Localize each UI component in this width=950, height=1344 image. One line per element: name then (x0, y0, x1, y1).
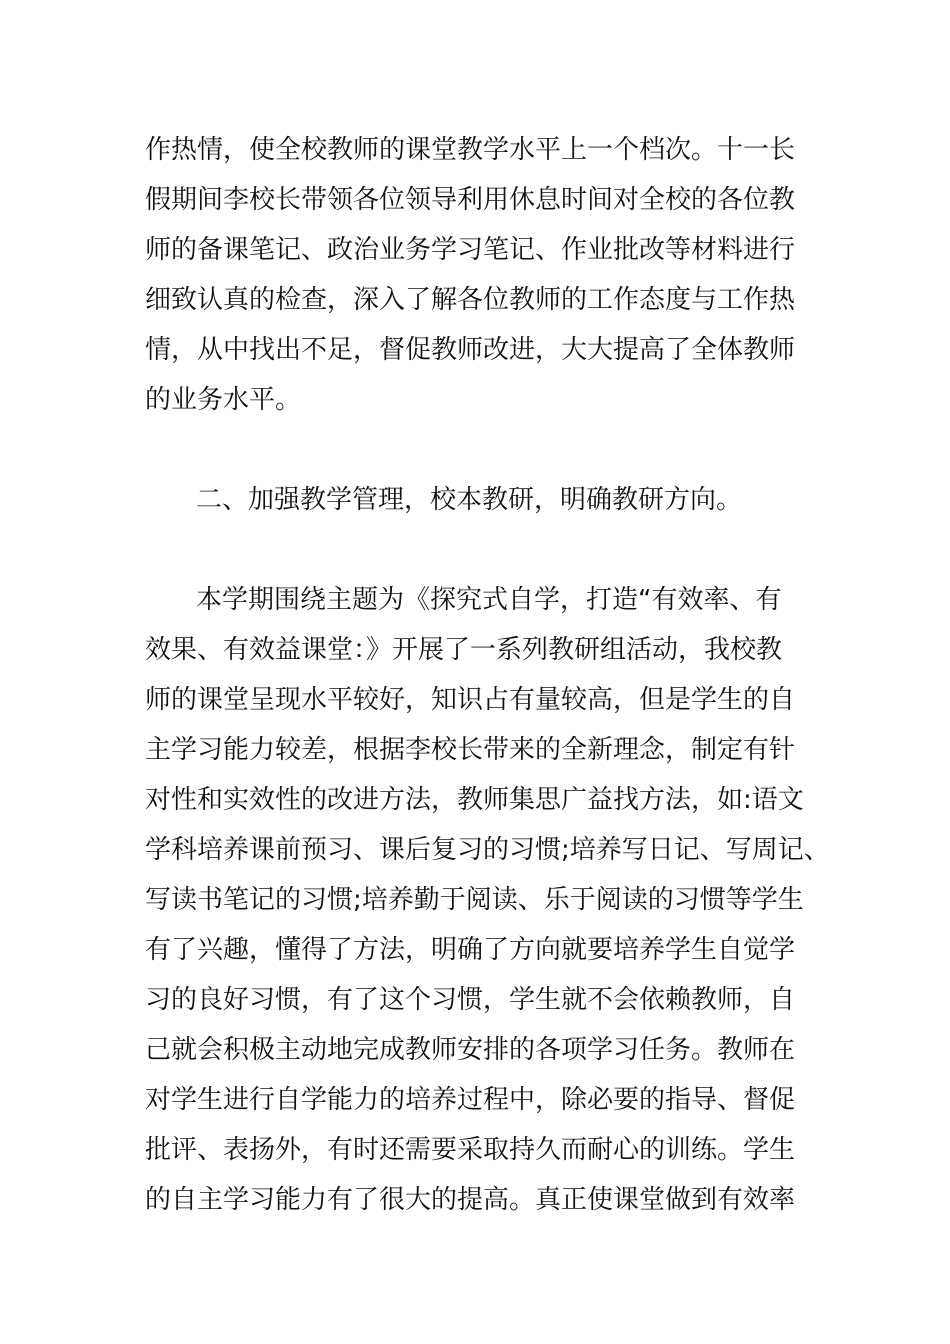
text-line: 的自主学习能力有了很大的提高。真正使课堂做到有效率 (145, 1185, 796, 1215)
text-line: 有了兴趣，懂得了方法，明确了方向就要培养学生自觉学 (145, 935, 796, 965)
text-line: 细致认真的检查，深入了解各位教师的工作态度与工作热 (145, 285, 796, 315)
text-line: 习的良好习惯，有了这个习惯，学生就不会依赖教师，自 (145, 985, 796, 1015)
text-line: 对学生进行自学能力的培养过程中，除必要的指导、督促 (145, 1085, 796, 1115)
text-line: 学科培养课前预习、课后复习的习惯;培养写日记、写周记、 (145, 835, 830, 865)
text-line: 批评、表扬外，有时还需要采取持久而耐心的训练。学生 (145, 1135, 796, 1165)
text-line: 假期间李校长带领各位领导利用休息时间对全校的各位教 (145, 185, 796, 215)
text-line: 己就会积极主动地完成教师安排的各项学习任务。教师在 (145, 1035, 796, 1065)
text-line: 师的课堂呈现水平较好，知识占有量较高，但是学生的自 (145, 685, 796, 715)
text-line: 师的备课笔记、政治业务学习笔记、作业批改等材料进行 (145, 235, 796, 265)
text-line: 写读书笔记的习惯;培养勤于阅读、乐于阅读的习惯等学生 (145, 885, 804, 915)
text-line: 效果、有效益课堂：》开展了一系列教研组活动，我校教 (145, 635, 783, 665)
text-line: 主学习能力较差，根据李校长带来的全新理念，制定有针 (145, 735, 796, 765)
text-line: 的业务水平。 (145, 385, 302, 415)
text-line: 作热情，使全校教师的课堂教学水平上一个档次。十一长 (145, 135, 796, 165)
text-line: 情，从中找出不足，督促教师改进，大大提高了全体教师 (145, 335, 796, 365)
section-heading: 二、加强教学管理，校本教研，明确教研方向。 (196, 485, 743, 515)
text-line: 对性和实效性的改进方法，教师集思广益找方法，如:语文 (145, 785, 804, 815)
text-line: 本学期围绕主题为《探究式自学，打造“有效率、有 (196, 585, 782, 615)
